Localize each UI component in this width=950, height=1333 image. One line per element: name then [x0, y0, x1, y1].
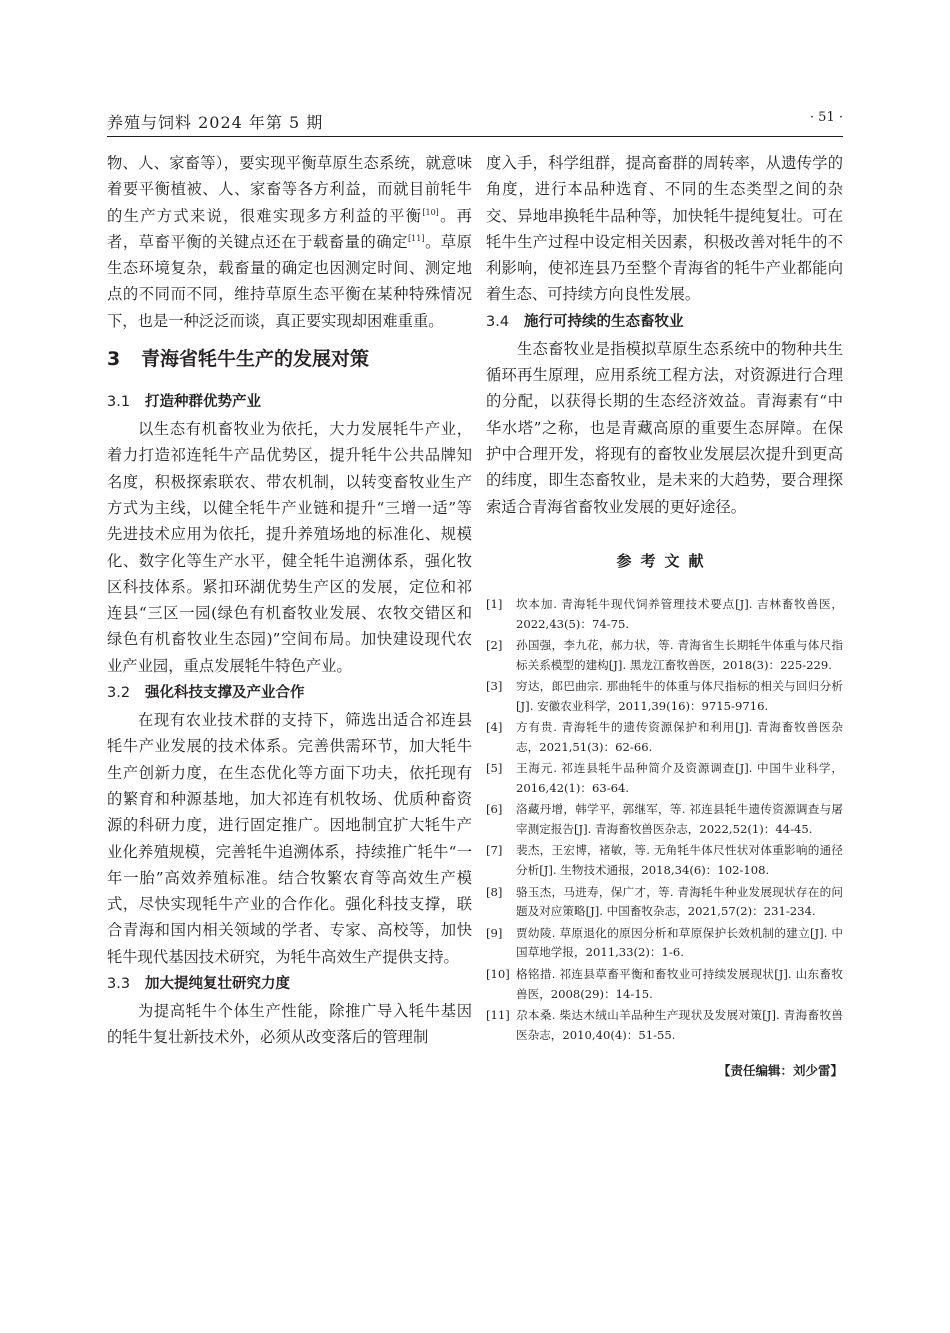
- reference-item: [5] 王海元. 祁连县牦牛品种简介及资源调查[J]. 中国牛业科学，2016,42(1)：63-64.: [486, 761, 843, 796]
- reference-list: [486, 595, 843, 1046]
- header-rule: [107, 136, 843, 137]
- reference-item: [4] 方有贵. 青海牦牛的遗传资源保护和利用[J]. 青海畜牧兽医杂志，2021,51(3)：62-66.: [486, 720, 843, 754]
- reference-item: [3] 穷达，郎巴曲宗. 那曲牦牛的体重与体尺指标的相关与回归分析[J]. 安徽农业科学，2011,39(16)：9715-9716.: [486, 679, 843, 713]
- left-column: [107, 150, 472, 1051]
- continued-paragraph: 物、人、家畜等），要实现平衡草原生态系统，就意味着要平衡植被、人、家畜等各方利益，而就目前牦牛的生产方式来说，很难实现多方利益的平衡[10]。再者，草畜平衡的关键点还在于载畜量的确定[11]。草原生态环境复杂，载畜量的确定也因测定时间、测定地点的不同而不同，维持草原生态平衡在某种特殊情况下，也是一种泛泛而谈，真正要实现却困难重重。: [107, 154, 472, 330]
- subsection-3-3-heading: 3.3 加大提纯复壮研究力度: [107, 976, 290, 993]
- citation-10: [10]: [422, 207, 439, 217]
- reference-item: [10] 格铭措. 祁连县草畜平衡和畜牧业可持续发展现状[J]. 山东畜牧兽医，2008(29)：14-15.: [486, 966, 843, 1001]
- reference-item: [7] 裴杰，王宏博，褚敏，等. 无角牦牛体尺性状对体重影响的通径分析[J]. 生物技术通报，2018,34(6)：102-108.: [486, 843, 843, 878]
- subsection-3-2-heading: 3.2 强化科技支撑及产业合作: [107, 685, 305, 702]
- reference-item: [9] 贾幼陵. 草原退化的原因分析和草原保护长效机制的建立[J]. 中国草地学报，2011,33(2)：1-6.: [486, 925, 843, 960]
- journal-title: 养殖与饲料 2024 年第 5 期: [107, 113, 324, 132]
- right-column: [486, 150, 843, 1079]
- section-3-heading: 3 青海省牦牛生产的发展对策: [107, 348, 370, 371]
- subsection-3-2-text: 在现有农业技术群的支持下，筛选出适合祁连县牦牛产业发展的技术体系。完善供需环节，加大牦牛生产创新力度，在生态优化等方面下功夫，依托现有的繁育和种源基地，加大祁连有机牧场、优质种畜资源的科研力度，进行固定推广。因地制宜扩大牦牛产业化养殖规模，完善牦牛追溯体系，持续推广牦牛“一年一胎”高效养殖标准。结合牧繁农育等高效生产模式，尽快实现牦牛产业的合作化。强化科技支撑，联合青海和国内相关领域的学者、专家、高校等，加快牦牛现代基因技术研究，为牦牛高效生产提供支持。: [107, 711, 472, 966]
- subsection-3-1-text: 以生态有机畜牧业为依托，大力发展牦牛产业，着力打造祁连牦牛产品优势区，提升牦牛公共品牌知名度，积极探索联农、带农机制，以转变畜牧业生产方式为主线，以健全牦牛产业链和提升“三增一适”等先进技术应用为依托，提升养殖场地的标准化、规模化、数字化等生产水平，健全牦牛追溯体系，强化牧区科技体系。紧扣环湖优势生产区的发展，定位和祁连县“三区一园(绿色有机畜牧业发展、农牧交错区和绿色有机畜牧业生态园)”空间布局。加快建设现代农业产业园，重点发展牦牛特色产业。: [107, 420, 472, 675]
- subsection-3-4-heading: 3.4 施行可持续的生态畜牧业: [486, 313, 684, 330]
- citation-11: [11]: [408, 233, 425, 243]
- subsection-3-1-heading: 3.1 打造种群优势产业: [107, 394, 261, 411]
- page-number: · 51 ·: [809, 110, 843, 125]
- reference-item: [11] 尕本桑. 柴达木绒山羊品种生产现状及发展对策[J]. 青海畜牧兽医杂志，2010,40(4)：51-55.: [486, 1007, 843, 1042]
- reference-item: [6] 洛藏丹增，韩学平，郭继军，等. 祁连县牦牛遗传资源调查与屠宰测定报告[J]. 青海畜牧兽医杂志，2022,52(1)：44-45.: [486, 802, 843, 837]
- editor-credit: 【责任编辑：刘少雷】: [717, 1063, 843, 1079]
- reference-item: [1] 坎本加. 青海牦牛现代饲养管理技术要点[J]. 吉林畜牧兽医，2022,43(5)：74-75.: [486, 596, 843, 631]
- subsection-3-3-continued: 度入手，科学组群，提高畜群的周转率，从遗传学的角度，进行本品种选育、不同的生态类型之间的杂交、异地串换牦牛品种等，加快牦牛提纯复壮。可在牦牛生产过程中设定相关因素，积极改善对牦牛的不利影响，使祁连县乃至整个青海省的牦牛产业都能向着生态、可持续方向良性发展。: [486, 154, 843, 304]
- reference-item: [2] 孙国强，李九花，郝力状，等. 青海省生长期牦牛体重与体尺指标关系模型的建构[J]. 黑龙江畜牧兽医，2018(3)：225-229.: [486, 637, 843, 672]
- reference-item: [8] 骆玉杰，马进寿，保广才，等. 青海牦牛种业发展现状存在的问题及对应策略[J]. 中国畜牧杂志，2021,57(2)：231-234.: [486, 884, 843, 919]
- references-heading: 参考文献: [616, 551, 713, 570]
- subsection-3-4-text: 生态畜牧业是指模拟草原生态系统中的物种共生循环再生原理，应用系统工程方法，对资源进行合理的分配，以获得长期的生态经济效益。青海素有“中华水塔”之称，也是青藏高原的重要生态屏障。在保护中合理开发，将现有的畜牧业发展层次提升到更高的纬度，即生态畜牧业，是未来的大趋势，要合理探索适合青海省畜牧业发展的更好途径。: [486, 339, 843, 516]
- subsection-3-3-text: 为提高牦牛个体生产性能，除推广导入牦牛基因的牦牛复壮新技术外，必须从改变落后的管理制: [107, 1002, 472, 1047]
- running-header: [107, 110, 843, 132]
